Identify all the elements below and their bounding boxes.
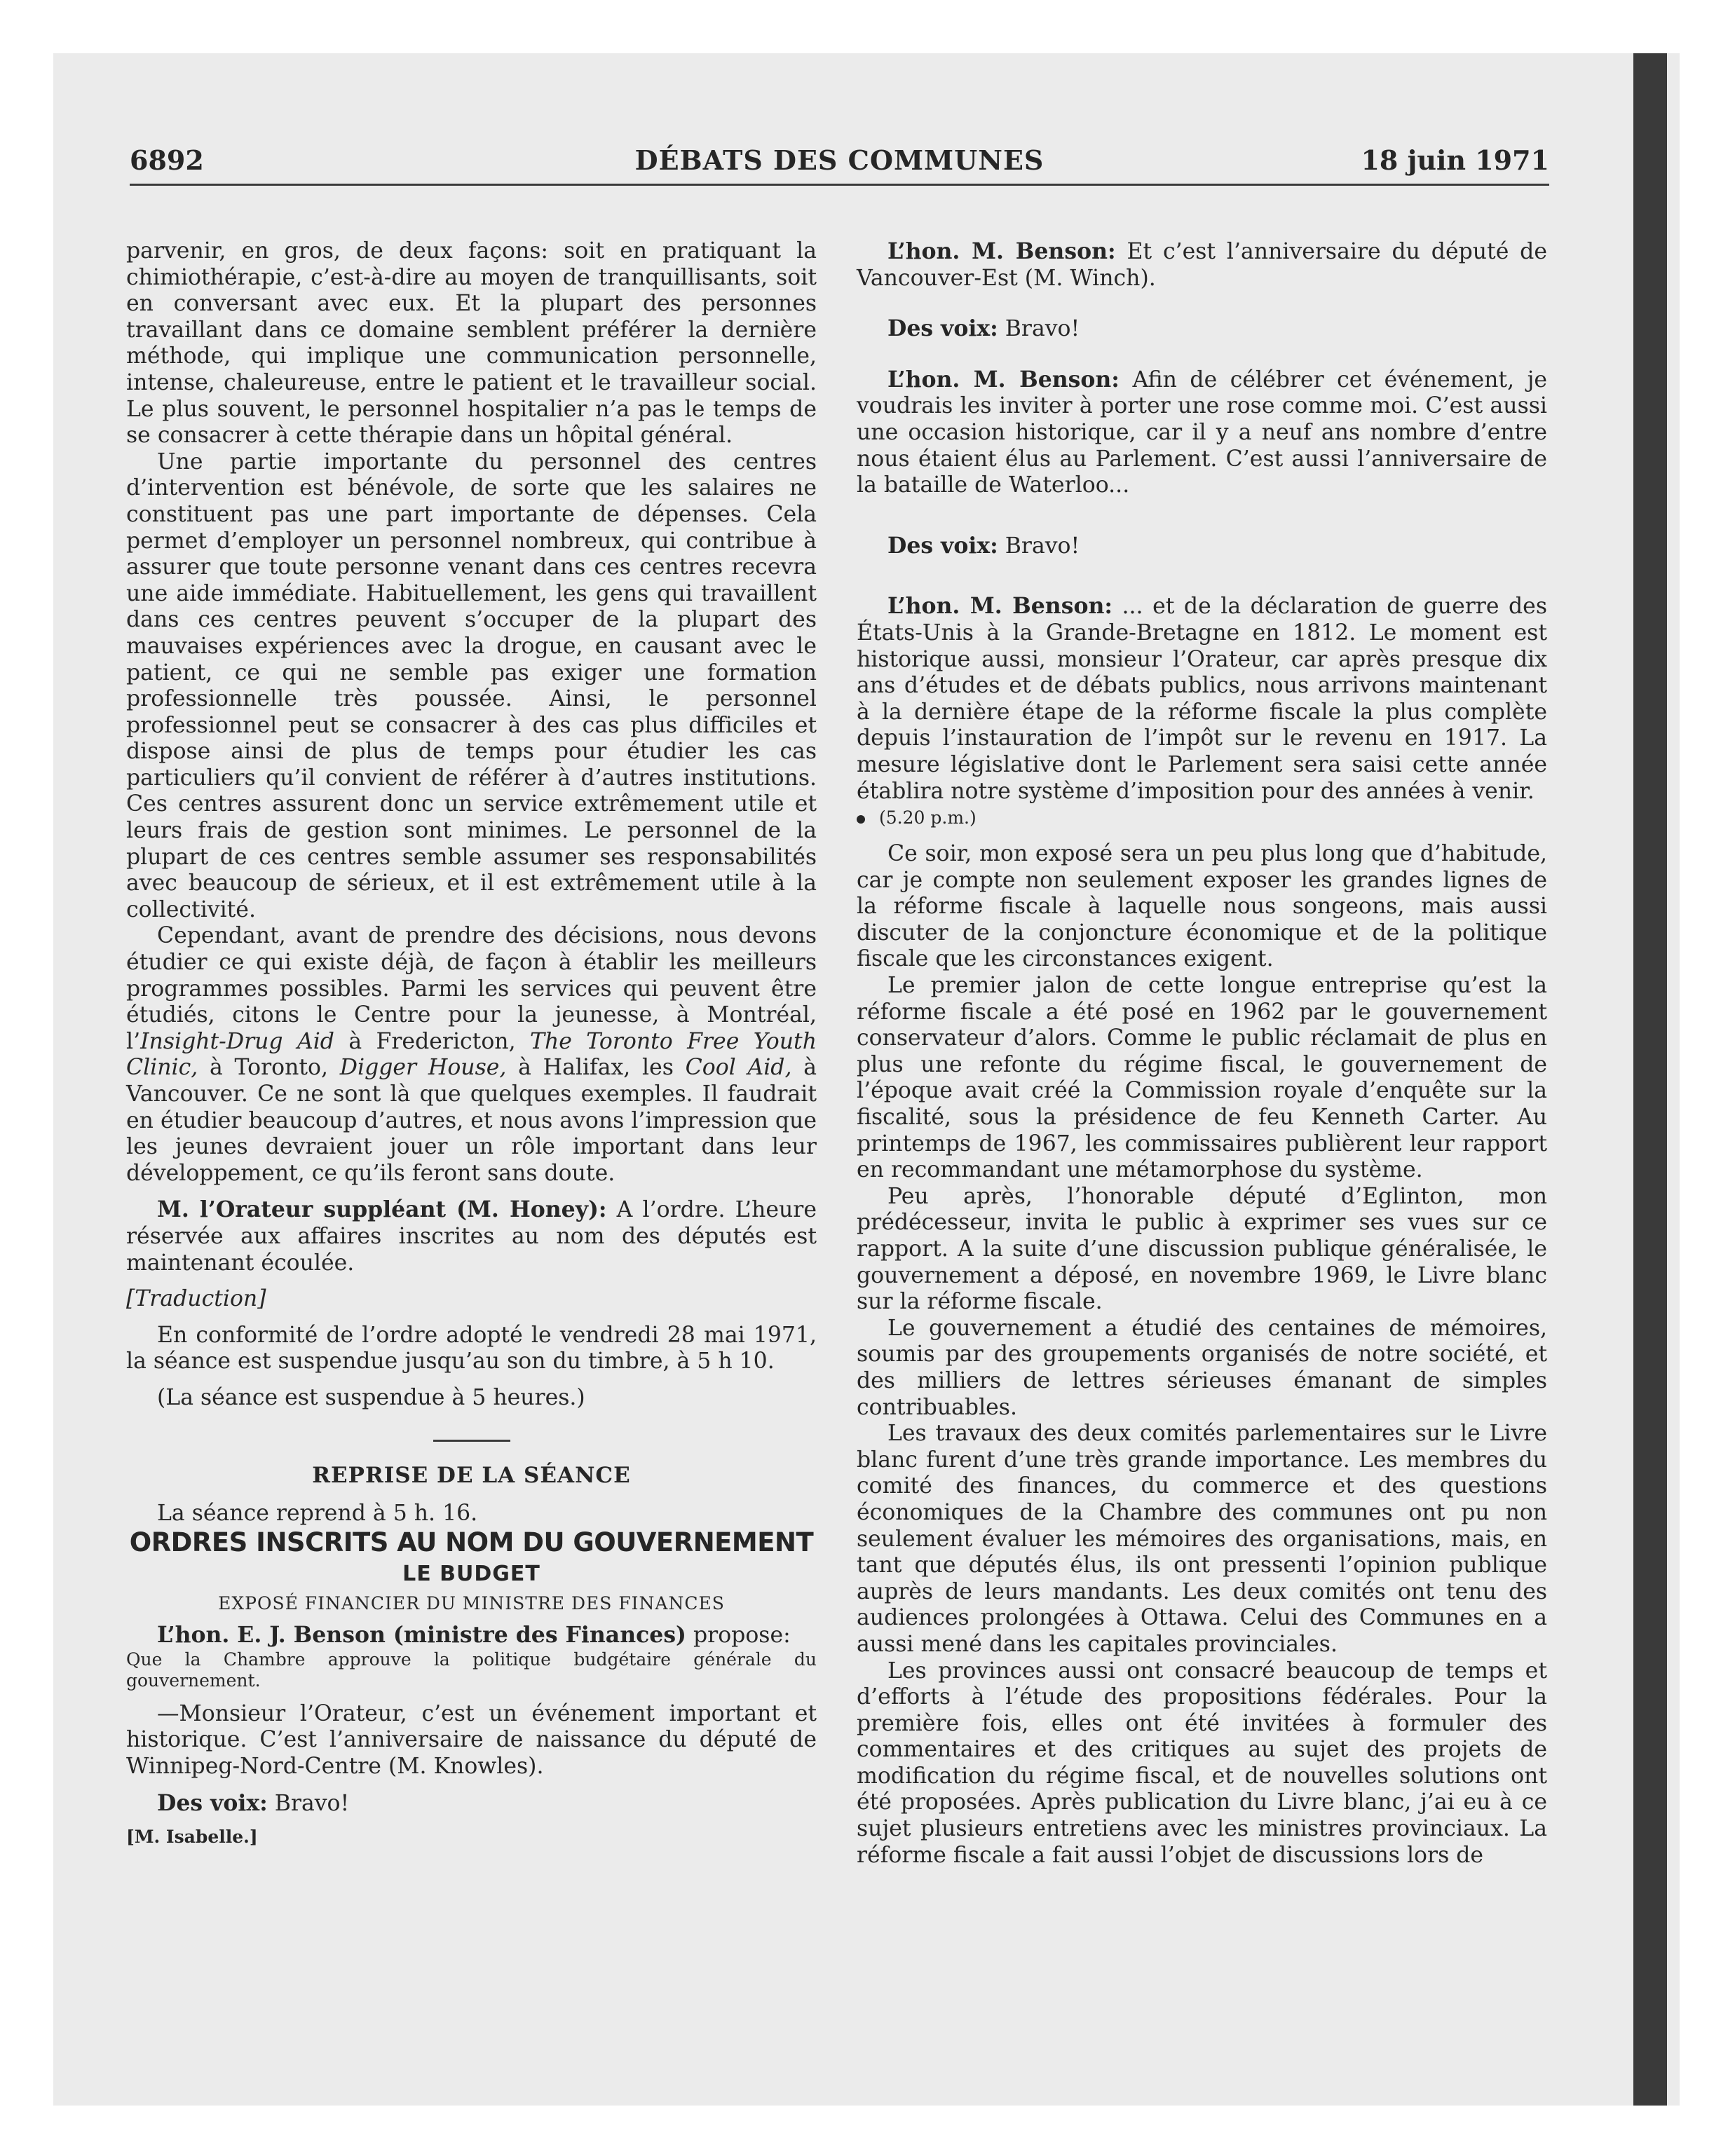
speaker-name: L’hon. M. Benson: xyxy=(887,238,1116,264)
page-number: 6892 xyxy=(130,144,204,176)
speaker-name: L’hon. M. Benson: xyxy=(887,366,1120,393)
paragraph: La séance reprend à 5 h. 16. xyxy=(157,1500,478,1526)
speaker-paragraph: Des voix: Bravo! xyxy=(157,1789,350,1816)
paragraph: Ce soir, mon exposé sera un peu plus long que d’habitude, car je compte non seulement exposer les grandes lignes de la réforme fiscale à laquelle nous songeons, mais aussi discuter de la conjoncture économique et de la politique fiscale que les circonstances exigent. xyxy=(857,841,1547,972)
time-marker: (5.20 p.m.) xyxy=(857,805,1547,831)
speaker-paragraph: M. l’Orateur suppléant (M. Honey): A l’ordre. L’heure réservée aux affaires inscrites au nom des députés est maintenant écoulée. xyxy=(126,1196,817,1276)
speaker-name: M. l’Orateur suppléant (M. Honey): xyxy=(157,1196,607,1223)
speaker-paragraph: L’hon. E. J. Benson (ministre des Finances) propose: xyxy=(157,1622,791,1649)
motion-text: Que la Chambre approuve la politique budgétaire générale du gouvernement. xyxy=(126,1649,817,1691)
paragraph: Les travaux des deux comités parlementaires sur le Livre blanc furent d’une très grande importance. Les membres du comité des finances, du commerce et des questions économiques de la Chambre des communes ont pu non seulement évaluer les mémoires des organisations, mais, en tant que députés élus, ils ont pressenti l’opinion publique auprès de leurs mandants. Les deux comités ont tenu des audiences prolongées à Ottawa. Celui des Communes en a aussi mené dans les capitales provinciales. xyxy=(857,1421,1547,1657)
page-header xyxy=(130,144,1549,186)
left-column xyxy=(126,238,817,1848)
speaker-name: Des voix: xyxy=(887,315,998,342)
publication-date: 18 juin 1971 xyxy=(1361,144,1549,176)
speaker-note: [M. Isabelle.] xyxy=(126,1827,258,1848)
right-column xyxy=(857,238,1547,1869)
section-divider xyxy=(433,1440,510,1442)
bullet-icon xyxy=(857,815,865,824)
paragraph: (La séance est suspendue à 5 heures.) xyxy=(157,1384,585,1410)
paragraph: Peu après, l’honorable député d’Eglinton, mon prédécesseur, invita le public à exprimer ses vues sur ce rapport. A la suite d’une discussion publique généralisée, le gouvernement a déposé, en novembre 1969, le Livre blanc sur la réforme fiscale. xyxy=(857,1183,1547,1315)
paragraph: Le premier jalon de cette longue entreprise qu’est la réforme fiscale a été posé en 1962 par le gouvernement conservateur d’alors. Comme le public réclamait de plus en plus une refonte du régime fiscal, le gouvernement de l’époque avait créé la Commission royale d’enquête sur la fiscalité, sous la présidence de feu Kenneth Carter. Au printemps de 1967, les commissaires publièrent leur rapport en recommandant une métamorphose du système. xyxy=(857,973,1547,1183)
speaker-paragraph: L’hon. M. Benson: ... et de la déclaration de guerre des États-Unis à la Grande-Bretagne en 1812. Le moment est historique aussi, monsieur l’Orateur, car après presque dix ans d’études et de débats publics, nous arrivons maintenant à la dernière étape de la réforme fiscale la plus complète depuis l’instauration de l’impôt sur le revenu en 1917. La mesure législative dont le Parlement sera saisi cette année établira notre système d’imposition pour des années à venir. xyxy=(857,593,1547,804)
minor-heading: EXPOSÉ FINANCIER DU MINISTRE DES FINANCES xyxy=(218,1593,725,1614)
section-heading: REPRISE DE LA SÉANCE xyxy=(312,1462,631,1488)
speaker-paragraph: Des voix: Bravo! xyxy=(887,532,1080,559)
publication-title: DÉBATS DES COMMUNES xyxy=(634,144,1045,176)
speaker-paragraph: Des voix: Bravo! xyxy=(887,315,1080,342)
speaker-name: L’hon. M. Benson: xyxy=(887,593,1113,620)
paragraph: parvenir, en gros, de deux façons: soit en pratiquant la chimiothérapie, c’est-à-dire au moyen de tranquillisants, soit en conversant avec eux. Et la plupart des personnes travaillant dans ce domaine semblent préférer la dernière méthode, qui implique une communication personnelle, intense, chaleureuse, entre le patient et le travailleur social. Le plus souvent, le personnel hospitalier n’a pas le temps de se consacrer à cette thérapie dans un hôpital général. xyxy=(126,238,817,449)
speaker-name: L’hon. E. J. Benson (ministre des Finances) xyxy=(157,1622,686,1649)
paragraph: Le gouvernement a étudié des centaines de mémoires, soumis par des groupements organisés de notre société, et des milliers de lettres sérieuses émanant de simples contribuables. xyxy=(857,1315,1547,1420)
speaker-paragraph: L’hon. M. Benson: Afin de célébrer cet événement, je voudrais les inviter à porter une rose comme moi. C’est aussi une occasion historique, car il y a neuf ans nombre d’entre nous étaient élus au Parlement. C’est aussi l’anniversaire de la bataille de Waterloo... xyxy=(857,366,1547,498)
sub-heading: LE BUDGET xyxy=(402,1562,540,1587)
speaker-name: Des voix: xyxy=(157,1789,268,1816)
translation-note: [Traduction] xyxy=(126,1286,266,1312)
paragraph: Une partie importante du personnel des centres d’intervention est bénévole, de sorte que les salaires ne constituent pas une part importante de dépenses. Cela permet d’employer un personnel nombreux, qui contribue à assurer que toute personne venant dans ces centres recevra une aide immédiate. Habituellement, les gens qui travaillent dans ces centres peuvent s’occuper de la plupart des mauvaises expériences avec la drogue, en causant avec le patient, ce qui ne semble pas exiger une formation professionnelle très poussée. Ainsi, le personnel professionnel peut se consacrer à des cas plus difficiles et dispose ainsi de plus de temps pour étudier les cas particuliers qu’il convient de référer à d’autres institutions. Ces centres assurent donc un service extrêmement utile et leurs frais de gestion sont minimes. Le personnel de la plupart de ces centres semble assumer ses responsabilités avec beaucoup de sérieux, et il est extrêmement utile à la collectivité. xyxy=(126,449,817,922)
scan-edge xyxy=(1633,53,1667,2106)
paragraph: Les provinces aussi ont consacré beaucoup de temps et d’efforts à l’étude des propositions fédérales. Pour la première fois, elles ont été invitées à formuler des commentaires et des critiques au sujet des projets de modification du régime fiscal, et de nouvelles solutions ont été proposées. Après publication du Livre blanc, j’ai eu à ce sujet plusieurs entretiens avec les ministres provinciaux. La réforme fiscale a fait aussi l’objet de discussions lors de xyxy=(857,1658,1547,1868)
paragraph: Cependant, avant de prendre des décisions, nous devons étudier ce qui existe déjà, de façon à établir les meilleurs programmes possibles. Parmi les services qui peuvent être étudiés, citons le Centre pour la jeunesse, à Montréal, l’Insight-Drug Aid à Fredericton, The Toronto Free Youth Clinic, à Toronto, Digger House, à Halifax, les Cool Aid, à Vancouver. Ce ne sont là que quelques exemples. Il faudrait en étudier beaucoup d’autres, et nous avons l’impression que les jeunes devraient jouer un rôle important dans leur développement, ce qu’ils feront sans doute. xyxy=(126,923,817,1186)
speaker-name: Des voix: xyxy=(887,532,998,559)
main-heading: ORDRES INSCRITS AU NOM DU GOUVERNEMENT xyxy=(129,1527,814,1558)
speaker-paragraph: L’hon. M. Benson: Et c’est l’anniversaire du député de Vancouver-Est (M. Winch). xyxy=(857,238,1547,291)
paragraph: —Monsieur l’Orateur, c’est un événement important et historique. C’est l’anniversaire de naissance du député de Winnipeg-Nord-Centre (M. Knowles). xyxy=(126,1700,817,1779)
paragraph: En conformité de l’ordre adopté le vendredi 28 mai 1971, la séance est suspendue jusqu’au son du timbre, à 5 h 10. xyxy=(126,1322,817,1374)
